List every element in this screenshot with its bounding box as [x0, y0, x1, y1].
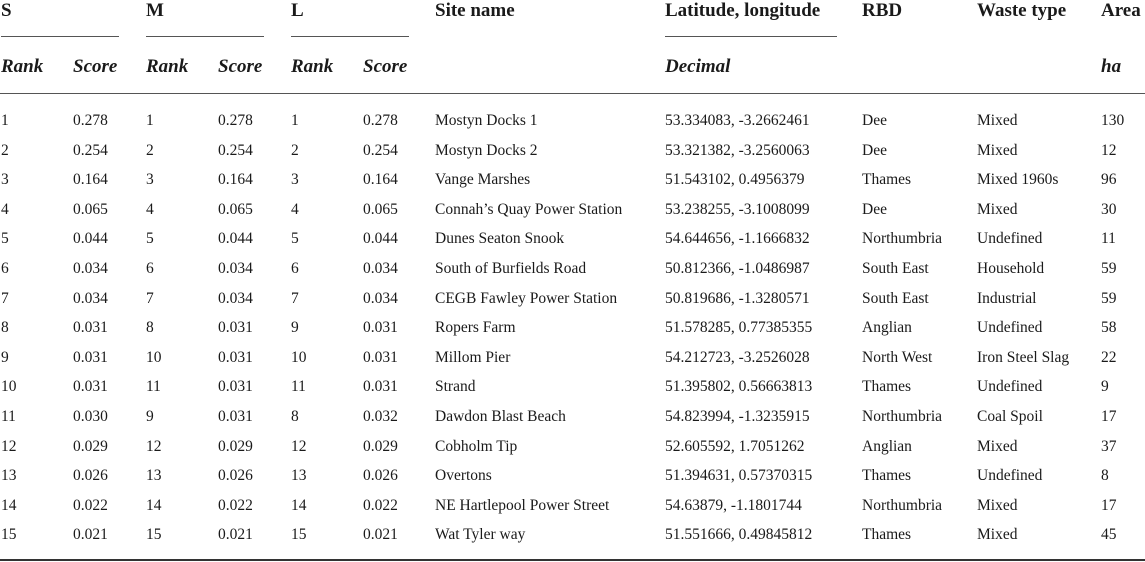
cell-l-score: 0.164	[363, 171, 398, 189]
cell-s-score: 0.034	[73, 289, 108, 307]
header-s: S	[1, 0, 12, 21]
rule-table-bottom	[0, 559, 1145, 561]
cell-rbd: Thames	[862, 467, 912, 485]
cell-s-score: 0.034	[73, 260, 108, 277]
cell-l-rank: 1	[291, 112, 299, 129]
cell-s-score: 0.031	[73, 378, 108, 396]
cell-lat-long: 53.238255, -3.1008099	[665, 200, 810, 218]
cell-area: 9	[1101, 378, 1109, 396]
cell-s-score: 0.044	[73, 230, 108, 248]
cell-area: 22	[1101, 348, 1117, 366]
cell-s-score: 0.254	[73, 141, 108, 159]
subheader-s-rank: Rank	[1, 56, 44, 77]
subheader-s-score: Score	[73, 56, 118, 77]
cell-site-name: South of Burfields Road	[435, 260, 587, 277]
cell-rbd: Thames	[862, 171, 912, 189]
cell-rbd: Anglian	[862, 319, 912, 337]
cell-s-rank: 2	[1, 141, 9, 159]
cell-s-score: 0.031	[73, 348, 108, 366]
cell-lat-long: 51.578285, 0.77385355	[665, 319, 813, 337]
cell-s-rank: 12	[1, 437, 17, 455]
cell-m-rank: 2	[146, 141, 154, 159]
cell-s-rank: 9	[1, 348, 9, 366]
cell-l-rank: 10	[291, 348, 307, 366]
cell-site-name: Overtons	[435, 467, 492, 485]
cell-s-rank: 11	[1, 408, 16, 425]
cell-site-name: Millom Pier	[435, 348, 511, 366]
cell-area: 17	[1101, 496, 1117, 514]
cell-lat-long: 53.334083, -3.2662461	[665, 112, 810, 129]
cell-m-score: 0.031	[218, 319, 253, 337]
header-lat-long: Latitude, longitude	[665, 0, 821, 21]
cell-m-rank: 10	[146, 348, 162, 366]
cell-s-rank: 4	[1, 200, 9, 218]
cell-area: 37	[1101, 437, 1117, 455]
cell-s-score: 0.029	[73, 437, 108, 455]
cell-waste-type: Undefined	[977, 319, 1043, 337]
cell-l-score: 0.034	[363, 260, 398, 277]
cell-s-score: 0.021	[73, 526, 108, 544]
cell-rbd: Dee	[862, 141, 887, 159]
cell-site-name: CEGB Fawley Power Station	[435, 289, 618, 307]
subheader-m-score: Score	[218, 56, 263, 77]
cell-l-rank: 3	[291, 171, 299, 189]
cell-m-score: 0.065	[218, 200, 253, 218]
cell-site-name: Dawdon Blast Beach	[435, 408, 566, 425]
cell-m-rank: 12	[146, 437, 162, 455]
cell-s-rank: 15	[1, 526, 17, 544]
cell-l-score: 0.032	[363, 408, 398, 425]
cell-m-score: 0.254	[218, 141, 253, 159]
cell-lat-long: 51.394631, 0.57370315	[665, 467, 813, 485]
cell-s-rank: 3	[1, 171, 9, 189]
cell-l-rank: 7	[291, 289, 299, 307]
cell-rbd: Dee	[862, 200, 887, 218]
cell-l-score: 0.029	[363, 437, 398, 455]
cell-l-score: 0.021	[363, 526, 398, 544]
cell-l-score: 0.034	[363, 289, 398, 307]
cell-m-rank: 4	[146, 200, 154, 218]
cell-area: 12	[1101, 141, 1117, 159]
cell-lat-long: 54.823994, -1.3235915	[665, 408, 810, 425]
cell-waste-type: Mixed	[977, 496, 1018, 514]
cell-m-score: 0.031	[218, 378, 253, 396]
cell-waste-type: Mixed	[977, 200, 1018, 218]
cell-l-rank: 4	[291, 200, 299, 218]
cell-rbd: South East	[862, 260, 929, 277]
cell-area: 59	[1101, 260, 1117, 277]
cell-rbd: Dee	[862, 112, 887, 129]
cell-m-rank: 6	[146, 260, 154, 277]
cell-rbd: Northumbria	[862, 230, 943, 248]
cell-m-score: 0.029	[218, 437, 253, 455]
subheader-area-unit: ha	[1101, 56, 1122, 77]
cell-l-rank: 6	[291, 260, 299, 277]
cell-m-rank: 3	[146, 171, 154, 189]
cell-lat-long: 52.605592, 1.7051262	[665, 437, 805, 455]
cell-site-name: Wat Tyler way	[435, 526, 526, 544]
cell-l-score: 0.031	[363, 378, 398, 396]
cell-site-name: Mostyn Docks 2	[435, 141, 538, 159]
cell-waste-type: Mixed	[977, 526, 1018, 544]
cell-waste-type: Undefined	[977, 467, 1043, 485]
cell-lat-long: 51.543102, 0.4956379	[665, 171, 805, 189]
header-rbd: RBD	[862, 0, 903, 21]
cell-l-score: 0.022	[363, 496, 398, 514]
cell-m-rank: 1	[146, 112, 154, 129]
cell-site-name: Strand	[435, 378, 476, 396]
cell-l-rank: 14	[291, 496, 307, 514]
cell-lat-long: 54.63879, -1.1801744	[665, 496, 802, 514]
cell-s-score: 0.164	[73, 171, 108, 189]
cell-m-rank: 5	[146, 230, 154, 248]
cell-waste-type: Coal Spoil	[977, 408, 1043, 425]
cell-l-score: 0.278	[363, 112, 398, 129]
cell-s-score: 0.030	[73, 408, 108, 425]
cell-s-score: 0.031	[73, 319, 108, 337]
cell-area: 96	[1101, 171, 1117, 189]
rule-group-lat-long	[665, 36, 837, 37]
cell-l-score: 0.065	[363, 200, 398, 218]
cell-rbd: North West	[862, 348, 933, 366]
cell-m-score: 0.278	[218, 112, 253, 129]
cell-rbd: South East	[862, 289, 929, 307]
subheader-m-rank: Rank	[146, 56, 189, 77]
cell-m-rank: 14	[146, 496, 162, 514]
subheader-lat-long-unit: Decimal	[665, 56, 731, 77]
cell-m-score: 0.044	[218, 230, 253, 248]
cell-waste-type: Iron Steel Slag	[977, 348, 1070, 366]
cell-l-rank: 15	[291, 526, 307, 544]
cell-l-rank: 5	[291, 230, 299, 248]
cell-m-score: 0.034	[218, 260, 253, 277]
cell-site-name: NE Hartlepool Power Street	[435, 496, 610, 514]
cell-m-rank: 8	[146, 319, 154, 337]
cell-area: 8	[1101, 467, 1109, 485]
cell-waste-type: Undefined	[977, 378, 1043, 396]
cell-area: 11	[1101, 230, 1116, 248]
cell-s-rank: 10	[1, 378, 17, 396]
cell-s-score: 0.278	[73, 112, 108, 129]
cell-site-name: Vange Marshes	[435, 171, 531, 189]
header-m: M	[146, 0, 164, 21]
cell-lat-long: 51.551666, 0.49845812	[665, 526, 813, 544]
cell-site-name: Dunes Seaton Snook	[435, 230, 565, 248]
cell-s-score: 0.026	[73, 467, 108, 485]
cell-s-rank: 14	[1, 496, 17, 514]
cell-s-rank: 5	[1, 230, 9, 248]
subheader-l-score: Score	[363, 56, 408, 77]
cell-waste-type: Undefined	[977, 230, 1043, 248]
cell-l-rank: 13	[291, 467, 307, 485]
cell-m-score: 0.031	[218, 348, 253, 366]
cell-site-name: Ropers Farm	[435, 319, 516, 337]
cell-m-rank: 13	[146, 467, 162, 485]
cell-waste-type: Household	[977, 260, 1045, 277]
rule-group-s	[1, 36, 119, 37]
cell-l-rank: 9	[291, 319, 299, 337]
cell-m-score: 0.026	[218, 467, 253, 485]
cell-area: 30	[1101, 200, 1117, 218]
cell-waste-type: Industrial	[977, 289, 1037, 307]
cell-s-rank: 6	[1, 260, 9, 277]
cell-lat-long: 54.644656, -1.1666832	[665, 230, 810, 248]
cell-site-name: Cobholm Tip	[435, 437, 518, 455]
cell-l-rank: 8	[291, 408, 299, 425]
cell-area: 45	[1101, 526, 1117, 544]
cell-waste-type: Mixed	[977, 141, 1018, 159]
cell-m-score: 0.022	[218, 496, 253, 514]
cell-waste-type: Mixed	[977, 112, 1018, 129]
cell-m-score: 0.164	[218, 171, 253, 189]
cell-m-score: 0.034	[218, 289, 253, 307]
cell-l-rank: 2	[291, 141, 299, 159]
cell-area: 58	[1101, 319, 1117, 337]
cell-l-rank: 12	[291, 437, 307, 455]
cell-lat-long: 50.812366, -1.0486987	[665, 260, 810, 277]
cell-site-name: Mostyn Docks 1	[435, 112, 538, 129]
subheader-l-rank: Rank	[291, 56, 334, 77]
rule-header-bottom	[0, 93, 1145, 94]
rule-group-m	[146, 36, 264, 37]
cell-l-rank: 11	[291, 378, 306, 396]
cell-rbd: Northumbria	[862, 408, 943, 425]
cell-s-score: 0.065	[73, 200, 108, 218]
cell-rbd: Northumbria	[862, 496, 943, 514]
cell-l-score: 0.044	[363, 230, 398, 248]
cell-lat-long: 54.212723, -3.2526028	[665, 348, 810, 366]
cell-s-rank: 13	[1, 467, 17, 485]
cell-s-rank: 1	[1, 112, 9, 129]
cell-m-rank: 9	[146, 408, 154, 425]
cell-l-score: 0.031	[363, 319, 398, 337]
cell-s-rank: 7	[1, 289, 9, 307]
cell-lat-long: 53.321382, -3.2560063	[665, 141, 810, 159]
cell-waste-type: Mixed	[977, 437, 1018, 455]
cell-lat-long: 50.819686, -1.3280571	[665, 289, 810, 307]
cell-m-rank: 7	[146, 289, 154, 307]
cell-lat-long: 51.395802, 0.56663813	[665, 378, 813, 396]
cell-m-rank: 15	[146, 526, 162, 544]
cell-s-score: 0.022	[73, 496, 108, 514]
cell-rbd: Thames	[862, 378, 912, 396]
cell-s-rank: 8	[1, 319, 9, 337]
rule-group-l	[291, 36, 409, 37]
cell-area: 59	[1101, 289, 1117, 307]
cell-site-name: Connah’s Quay Power Station	[435, 200, 623, 218]
header-area: Area	[1101, 0, 1141, 21]
cell-l-score: 0.031	[363, 348, 398, 366]
cell-area: 17	[1101, 408, 1117, 425]
cell-rbd: Thames	[862, 526, 912, 544]
cell-rbd: Anglian	[862, 437, 912, 455]
header-site-name: Site name	[435, 0, 515, 21]
cell-area: 130	[1101, 112, 1125, 129]
cell-m-score: 0.021	[218, 526, 253, 544]
header-waste-type: Waste type	[977, 0, 1067, 21]
header-l: L	[291, 0, 304, 21]
cell-waste-type: Mixed 1960s	[977, 171, 1059, 189]
cell-l-score: 0.026	[363, 467, 398, 485]
cell-m-score: 0.031	[218, 408, 253, 425]
cell-m-rank: 11	[146, 378, 161, 396]
cell-l-score: 0.254	[363, 141, 398, 159]
